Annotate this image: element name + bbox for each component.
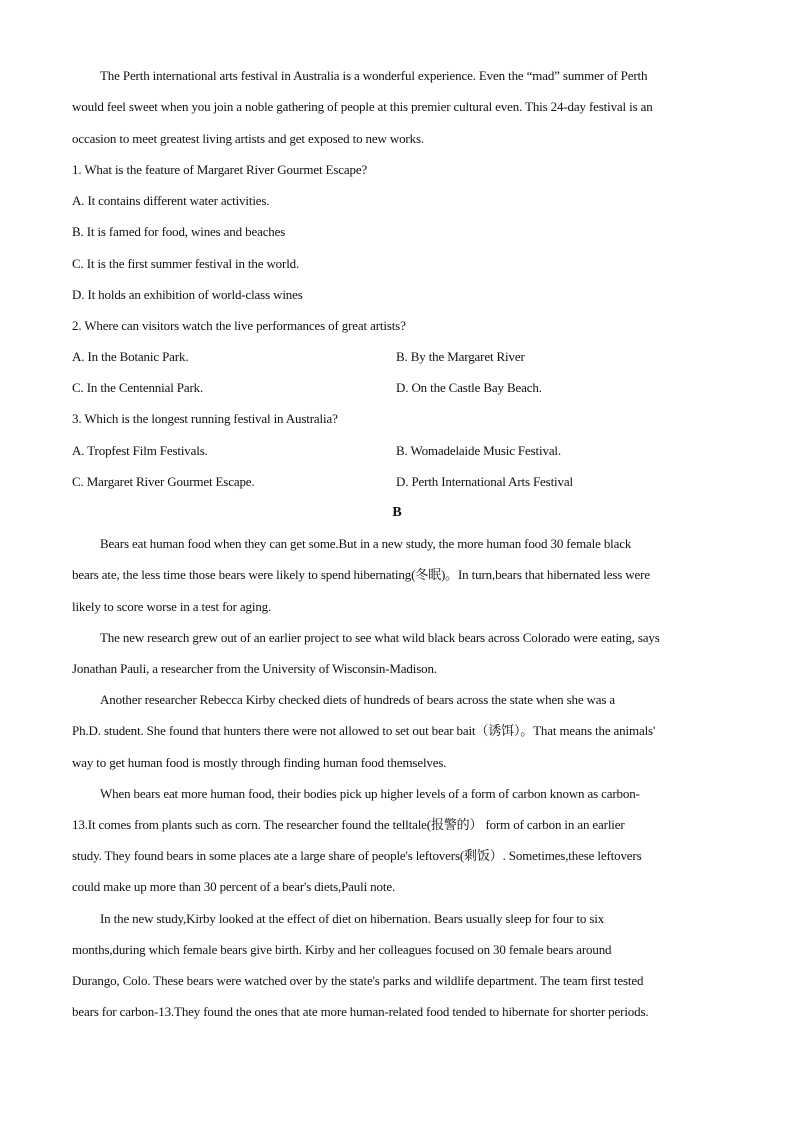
option-b: B. By the Margaret River [396,349,525,364]
option-a: A. It contains different water activities. [72,193,270,208]
paragraph-line: way to get human food is mostly through finding human food themselves. [72,755,447,770]
paragraph-line: months,during which female bears give birth. Kirby and her colleagues focused on 30 female bears around [72,942,612,957]
option-d: D. Perth International Arts Festival [396,474,573,489]
paragraph-line: Jonathan Pauli, a researcher from the University of Wisconsin-Madison. [72,661,437,676]
paragraph-line: study. They found bears in some places ate a large share of people's leftovers(剩饭）. Sometimes,these leftovers [72,848,642,863]
option-b: B. Womadelaide Music Festival. [396,443,561,458]
paragraph-line: Durango, Colo. These bears were watched over by the state's parks and wildlife department. The team first tested [72,973,644,988]
option-c: C. Margaret River Gourmet Escape. [72,474,255,489]
paragraph-line: The new research grew out of an earlier project to see what wild black bears across Colorado were eating, says [100,630,660,645]
option-a: A. Tropfest Film Festivals. [72,443,208,458]
option-c: C. In the Centennial Park. [72,380,204,395]
question-stem: 2. Where can visitors watch the live performances of great artists? [72,318,406,333]
paragraph-line: 13.It comes from plants such as corn. The researcher found the telltale(报警的） form of carbon in an earlier [72,817,625,832]
intro-line: would feel sweet when you join a noble gathering of people at this premier cultural even. This 24-day festival is an [72,99,653,114]
paragraph-line: When bears eat more human food, their bodies pick up higher levels of a form of carbon known as carbon- [100,786,640,801]
paragraph-line: In the new study,Kirby looked at the effect of diet on hibernation. Bears usually sleep for four to six [100,911,605,926]
option-d: D. It holds an exhibition of world-class wines [72,287,303,302]
option-b: B. It is famed for food, wines and beaches [72,224,286,239]
paragraph-line: Bears eat human food when they can get some.But in a new study, the more human food 30 female black [100,536,632,551]
paragraph-line: Another researcher Rebecca Kirby checked diets of hundreds of bears across the state when she was a [100,692,616,707]
paragraph-line: bears for carbon-13.They found the ones that ate more human-related food tended to hibernate for shorter periods. [72,1004,649,1019]
intro-line: occasion to meet greatest living artists and get exposed to new works. [72,131,424,146]
intro-line: The Perth international arts festival in Australia is a wonderful experience. Even the “mad” summer of Perth [100,68,648,83]
paragraph-line: likely to score worse in a test for aging. [72,599,272,614]
paragraph-line: bears ate, the less time those bears were likely to spend hibernating(冬眠)。In turn,bears that hibernated less were [72,567,650,582]
question-stem: 1. What is the feature of Margaret River Gourmet Escape? [72,162,368,177]
question-stem: 3. Which is the longest running festival in Australia? [72,411,338,426]
section-heading: B [392,505,402,520]
paragraph-line: could make up more than 30 percent of a bear's diets,Pauli note. [72,879,396,894]
paragraph-line: Ph.D. student. She found that hunters there were not allowed to set out bear bait（诱饵）。That means the animals' [72,723,656,738]
option-a: A. In the Botanic Park. [72,349,189,364]
option-d: D. On the Castle Bay Beach. [396,380,542,395]
option-c: C. It is the first summer festival in the world. [72,256,300,271]
